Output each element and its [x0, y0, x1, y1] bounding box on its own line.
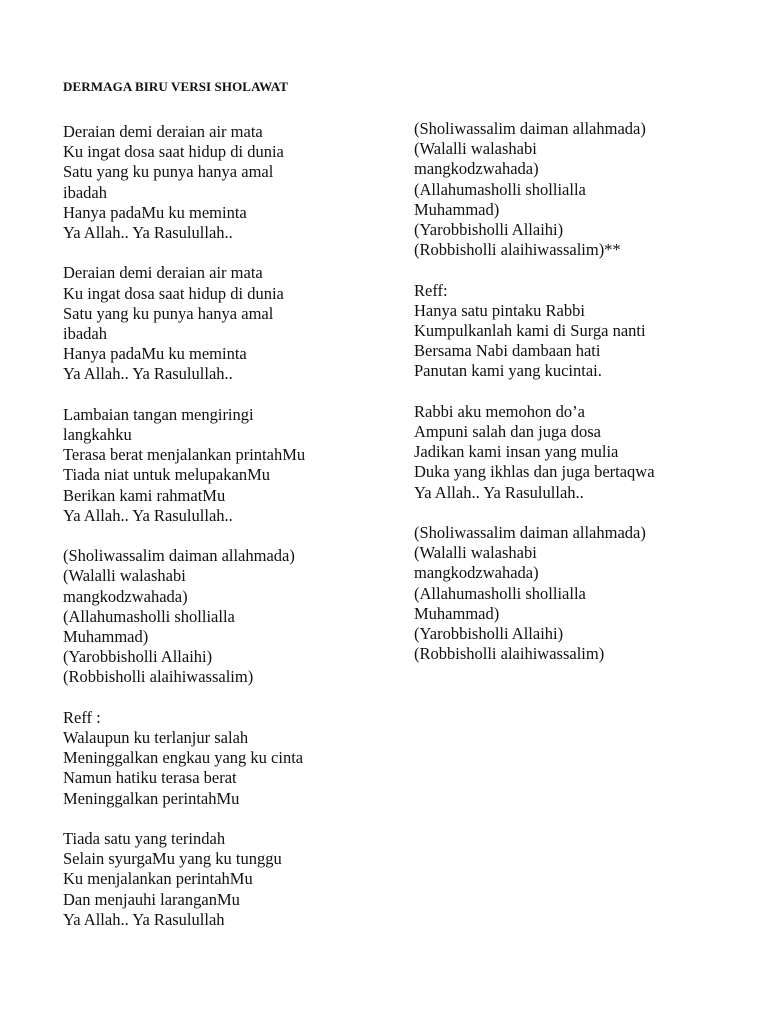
lyric-line: Rabbi aku memohon do’a — [414, 401, 585, 421]
lyric-line: (Walalli walashabi — [414, 139, 537, 159]
lyric-line: mangkodzwahada) — [63, 586, 188, 606]
lyric-line: Reff: — [414, 280, 448, 300]
lyric-line: Tiada niat untuk melupakanMu — [63, 465, 270, 485]
lyric-line: Reff : — [63, 707, 101, 727]
lyric-line: Muhammad) — [63, 627, 149, 647]
lyric-line: (Yarobbisholli Allaihi) — [63, 647, 213, 667]
lyric-line: (Sholiwassalim daiman allahmada) — [414, 119, 646, 138]
lyric-line: Namun hatiku terasa berat — [63, 768, 237, 788]
lyric-line: Ku ingat dosa saat hidup di dunia — [63, 283, 284, 303]
lyric-line: Deraian demi deraian air mata — [63, 263, 263, 283]
stanza-spacer — [63, 809, 383, 829]
lyric-line: Ampuni salah dan juga dosa — [414, 422, 601, 442]
lyric-line: Deraian demi deraian air mata — [63, 122, 263, 141]
stanza-spacer — [63, 385, 383, 405]
lyric-line: Lambaian tangan mengiringi — [63, 404, 254, 424]
lyric-line: Ku ingat dosa saat hidup di dunia — [63, 142, 284, 162]
right-lyrics-column — [414, 119, 734, 664]
lyric-line: (Allahumasholli shollialla — [414, 179, 586, 199]
left-stanza-6 — [63, 829, 383, 930]
lyric-line: ibadah — [63, 324, 107, 344]
lyric-line: Tiada satu yang terindah — [63, 829, 226, 849]
lyric-line: langkahku — [63, 425, 132, 445]
stanza-spacer — [414, 503, 734, 523]
lyric-line: mangkodzwahada) — [414, 563, 539, 583]
stanza-spacer — [63, 243, 383, 263]
right-stanza-4 — [414, 523, 734, 664]
lyric-line: Satu yang ku punya hanya amal — [63, 162, 274, 182]
lyric-line: Ya Allah.. Ya Rasulullah — [63, 909, 225, 929]
left-stanza-4 — [63, 546, 383, 687]
lyric-line: ibadah — [63, 182, 107, 202]
lyric-line: (Robbisholli alaihiwassalim)** — [414, 240, 621, 260]
lyric-line: (Yarobbisholli Allaihi) — [414, 220, 564, 240]
lyric-line: Ya Allah.. Ya Rasulullah.. — [63, 505, 233, 525]
lyric-line: Hanya padaMu ku meminta — [63, 344, 247, 364]
lyric-line: (Allahumasholli shollialla — [414, 583, 586, 603]
stanza-spacer — [63, 526, 383, 546]
lyric-line: Berikan kami rahmatMu — [63, 485, 226, 505]
lyric-line: Muhammad) — [414, 199, 500, 219]
lyric-line: Walaupun ku terlanjur salah — [63, 728, 249, 748]
lyric-line: (Walalli walashabi — [63, 566, 186, 586]
lyric-line: Ya Allah.. Ya Rasulullah.. — [414, 482, 584, 502]
lyric-line: Hanya satu pintaku Rabbi — [414, 300, 585, 320]
right-stanza-2 — [414, 281, 734, 382]
lyric-line: Satu yang ku punya hanya amal — [63, 303, 274, 323]
left-lyrics-column — [63, 122, 383, 930]
lyric-line: (Sholiwassalim daiman allahmada) — [414, 523, 646, 543]
document-title: DERMAGA BIRU VERSI SHOLAWAT — [63, 79, 289, 94]
lyric-line: (Yarobbisholli Allaihi) — [414, 624, 564, 644]
lyric-line: Jadikan kami insan yang mulia — [414, 442, 619, 462]
stanza-spacer — [414, 382, 734, 402]
lyric-line: Duka yang ikhlas dan juga bertaqwa — [414, 462, 655, 482]
lyric-line: Meninggalkan perintahMu — [63, 788, 240, 808]
lyric-line: Panutan kami yang kucintai. — [414, 361, 602, 381]
right-stanza-1 — [414, 119, 734, 260]
lyric-line: Ya Allah.. Ya Rasulullah.. — [63, 364, 233, 384]
left-stanza-5 — [63, 708, 383, 809]
left-stanza-3 — [63, 405, 383, 526]
lyric-line: (Allahumasholli shollialla — [63, 606, 235, 626]
lyric-line: Selain syurgaMu yang ku tunggu — [63, 849, 282, 869]
lyric-line: (Walalli walashabi — [414, 543, 537, 563]
stanza-spacer — [63, 688, 383, 708]
lyric-line: Muhammad) — [414, 603, 500, 623]
lyric-line: (Robbisholli alaihiwassalim) — [414, 644, 605, 664]
stanza-spacer — [414, 260, 734, 280]
right-stanza-3 — [414, 402, 734, 503]
left-stanza-1 — [63, 122, 383, 243]
lyric-line: Hanya padaMu ku meminta — [63, 202, 247, 222]
lyric-line: Ku menjalankan perintahMu — [63, 869, 253, 889]
lyric-line: Meninggalkan engkau yang ku cinta — [63, 748, 304, 768]
lyric-line: Ya Allah.. Ya Rasulullah.. — [63, 223, 233, 243]
lyric-line: Kumpulkanlah kami di Surga nanti — [414, 321, 646, 341]
left-stanza-2 — [63, 263, 383, 384]
lyric-line: Terasa berat menjalankan printahMu — [63, 445, 306, 465]
lyric-line: mangkodzwahada) — [414, 159, 539, 179]
lyric-line: Bersama Nabi dambaan hati — [414, 341, 601, 361]
lyric-line: (Robbisholli alaihiwassalim) — [63, 667, 254, 687]
lyric-line: (Sholiwassalim daiman allahmada) — [63, 546, 295, 566]
lyric-line: Dan menjauhi laranganMu — [63, 889, 240, 909]
